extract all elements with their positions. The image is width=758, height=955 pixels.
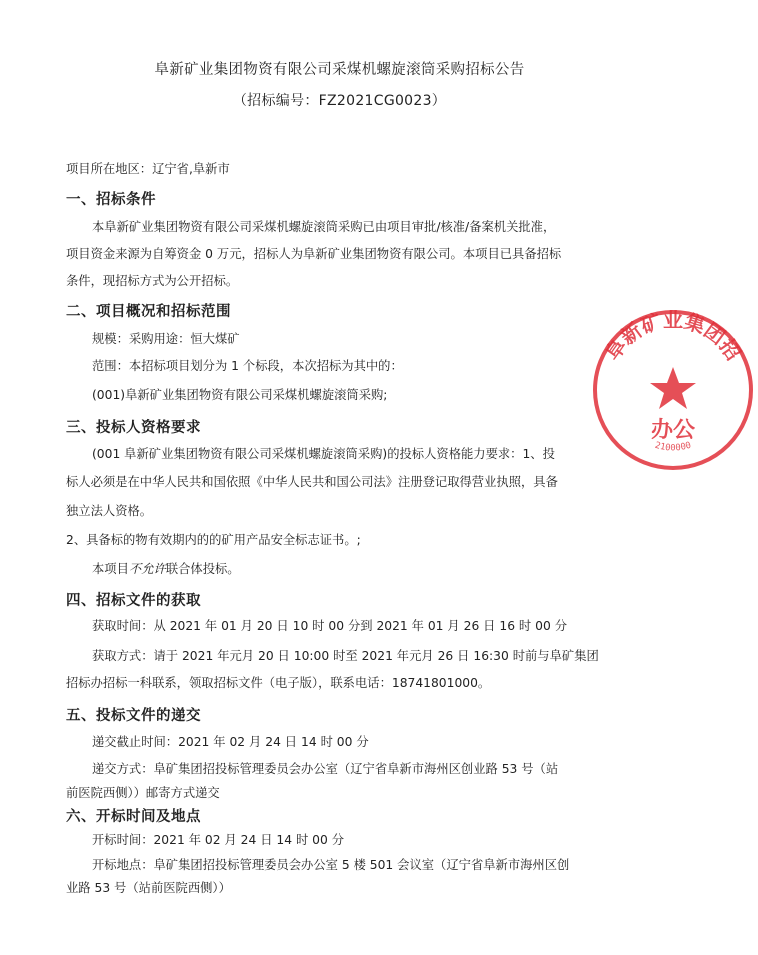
s5-method-line-1: 递交方式：阜矿集团招投标管理委员会办公室（辽宁省阜新市海州区创业路 53 号（站 [92,762,559,776]
joint-bid-prefix: 本项目 [92,562,129,576]
s4-method-line-1: 获取方式：请于 2021 年元月 20 日 10:00 时至 2021 年元月 26 日 16:30 时前与阜矿集团 [92,649,599,663]
section-1-heading: 一、招标条件 [66,192,156,208]
s2-scope: 范围：本招标项目划分为 1 个标段，本次招标为其中的： [92,359,403,373]
s6-time: 开标时间：2021 年 02 月 24 日 14 时 00 分 [92,833,345,847]
s6-place-line-2: 业路 53 号（站前医院西侧）） [66,881,231,895]
section-3-heading: 三、投标人资格要求 [66,420,201,436]
s1-paragraph-line-1: 本阜新矿业集团物资有限公司采煤机螺旋滚筒采购已由项目审批/核准/备案机关批准， [92,220,556,234]
s3-joint-bid [92,561,240,577]
s4-time: 获取时间：从 2021 年 01 月 20 日 10 时 00 分到 2021 年 01 月 26 日 16 时 00 分 [92,619,567,633]
svg-text:阜新矿业集团招 [600,308,745,365]
s5-deadline: 递交截止时间：2021 年 02 月 24 日 14 时 00 分 [92,735,369,749]
s3-paragraph-line-3: 独立法人资格。 [66,504,153,518]
s3-certificate: 2、具备标的物有效期内的的矿用产品安全标志证书。; [66,533,361,547]
seal-text-mid: 办公 [650,418,696,443]
company-seal [588,305,758,475]
s2-scale: 规模：采购用途：恒大煤矿 [92,332,240,346]
s5-method-line-2: 前医院西侧））邮寄方式递交 [66,786,220,800]
project-region: 项目所在地区：辽宁省,阜新市 [66,162,230,176]
section-6-heading: 六、开标时间及地点 [66,809,201,825]
seal-code: 2100000 [653,440,693,454]
joint-bid-not-allowed: 不允许 [128,562,166,576]
section-5-heading: 五、投标文件的递交 [66,708,201,724]
s3-paragraph-line-2: 标人必须是在中华人民共和国依照《中华人民共和国公司法》注册登记取得营业执照，具备 [66,475,558,489]
seal-text-top: 阜新矿业集团招 [600,308,746,365]
document-title: 阜新矿业集团物资有限公司采煤机螺旋滚筒采购招标公告 [154,62,525,78]
section-2-heading: 二、项目概况和招标范围 [66,304,231,320]
s3-paragraph-line-1: (001 阜新矿业集团物资有限公司采煤机螺旋滚筒采购)的投标人资格能力要求：1、投 [92,447,555,461]
s2-lot: (001)阜新矿业集团物资有限公司采煤机螺旋滚筒采购; [92,388,388,402]
section-4-heading: 四、招标文件的获取 [66,593,201,609]
s4-method-line-2: 招标办招标一科联系，领取招标文件（电子版），联系电话：18741801000。 [66,676,491,690]
s1-paragraph-line-3: 条件，现招标方式为公开招标。 [66,274,239,288]
s6-place-line-1: 开标地点：阜矿集团招投标管理委员会办公室 5 楼 501 会议室（辽宁省阜新市海州区创 [92,858,570,872]
s1-paragraph-line-2: 项目资金来源为自筹资金 0 万元，招标人为阜新矿业集团物资有限公司。本项目已具备招标 [66,247,562,261]
joint-bid-suffix: 联合体投标。 [165,562,240,576]
tender-number: （招标编号：FZ2021CG0023） [232,93,447,109]
seal-star-icon [650,367,696,409]
